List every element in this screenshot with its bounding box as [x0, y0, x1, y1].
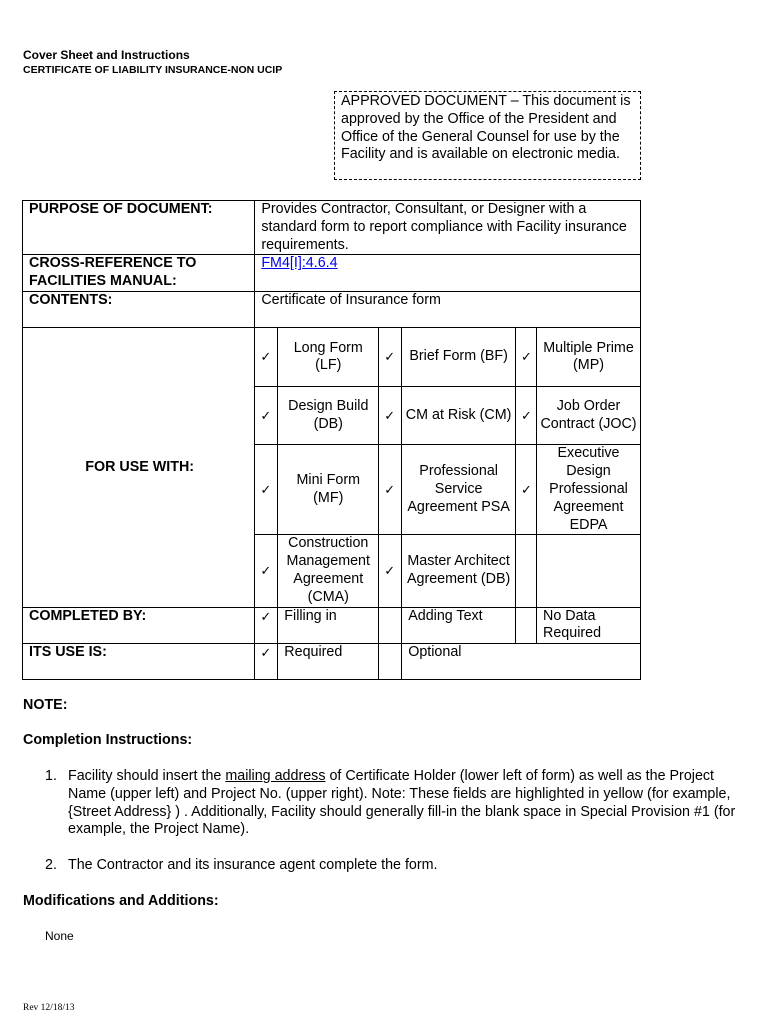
completed-option: Adding Text [402, 607, 516, 644]
form-option: Master Architect Agreement (DB) [402, 535, 516, 607]
contents-label: CONTENTS: [23, 292, 255, 328]
instruction-number: 1. [45, 768, 57, 784]
check-icon: ✓ [516, 445, 537, 535]
check-icon: ✓ [516, 387, 537, 445]
modifications-heading: Modifications and Additions: [23, 893, 219, 909]
completed-option: No Data Required [537, 607, 641, 644]
check-icon: ✓ [255, 445, 278, 535]
approved-document-box: APPROVED DOCUMENT – This document is approved by the Office of the President and Office of the General Counsel for use by the Facility and is available on electronic media. [334, 91, 641, 180]
check-icon: ✓ [255, 607, 278, 644]
check-icon: ✓ [516, 328, 537, 387]
mailing-address-underline: mailing address [225, 768, 326, 784]
form-option: Professional Service Agreement PSA [402, 445, 516, 535]
purpose-label: PURPOSE OF DOCUMENT: [23, 201, 255, 255]
certificate-subtitle: CERTIFICATE OF LIABILITY INSURANCE-NON UCIP [23, 64, 283, 76]
empty-cell [516, 535, 537, 607]
instruction-text: Facility should insert the mailing address of Certificate Holder (lower left of form) as well as the Project Name (upper left) and Project No. (upper right). Note: These fields are highlighted in yellow (for example, {Street Address} ) . Additionally, Facility should generally fill-in the blank space in Special Provision #1 (for example, the Project Name). [68, 768, 736, 838]
revision-footer: Rev 12/18/13 [23, 1003, 75, 1013]
check-icon: ✓ [255, 387, 278, 445]
modifications-value: None [45, 929, 74, 943]
form-option: CM at Risk (CM) [402, 387, 516, 445]
empty-check-cell [516, 607, 537, 644]
use-option: Optional [402, 644, 641, 680]
check-icon: ✓ [379, 445, 402, 535]
contents-value: Certificate of Insurance form [255, 292, 641, 328]
cover-sheet-title: Cover Sheet and Instructions [23, 48, 190, 62]
instruction-text: The Contractor and its insurance agent complete the form. [68, 857, 438, 873]
form-option: Job Order Contract (JOC) [537, 387, 641, 445]
crossref-cell [255, 255, 641, 292]
form-option: Construction Management Agreement (CMA) [278, 535, 379, 607]
instruction-item [45, 857, 745, 875]
check-icon: ✓ [255, 644, 278, 680]
crossref-link[interactable]: FM4[I]:4.6.4 [261, 255, 338, 272]
form-option: Multiple Prime (MP) [537, 328, 641, 387]
instruction-item [45, 768, 745, 839]
empty-cell [537, 535, 641, 607]
use-option: Required [278, 644, 379, 680]
completed-option: Filling in [278, 607, 379, 644]
form-option: Design Build (DB) [278, 387, 379, 445]
for-use-label: FOR USE WITH: [23, 328, 255, 607]
use-is-label: ITS USE IS: [23, 644, 255, 680]
check-icon: ✓ [379, 328, 402, 387]
check-icon: ✓ [379, 387, 402, 445]
form-option: Mini Form (MF) [278, 445, 379, 535]
empty-check-cell [379, 644, 402, 680]
completed-by-label: COMPLETED BY: [23, 607, 255, 644]
purpose-value: Provides Contractor, Consultant, or Designer with a standard form to report compliance with Facility insurance requirements. [255, 201, 641, 255]
instruction-number: 2. [45, 857, 57, 873]
empty-check-cell [379, 607, 402, 644]
check-icon: ✓ [379, 535, 402, 607]
form-option: Executive Design Professional Agreement EDPA [537, 445, 641, 535]
check-icon: ✓ [255, 328, 278, 387]
form-option: Long Form (LF) [278, 328, 379, 387]
note-heading: NOTE: [23, 697, 68, 713]
check-icon: ✓ [255, 535, 278, 607]
document-info-table [22, 200, 641, 680]
completion-instructions-heading: Completion Instructions: [23, 732, 193, 748]
crossref-label: CROSS-REFERENCE TO FACILITIES MANUAL: [23, 255, 255, 292]
form-option: Brief Form (BF) [402, 328, 516, 387]
